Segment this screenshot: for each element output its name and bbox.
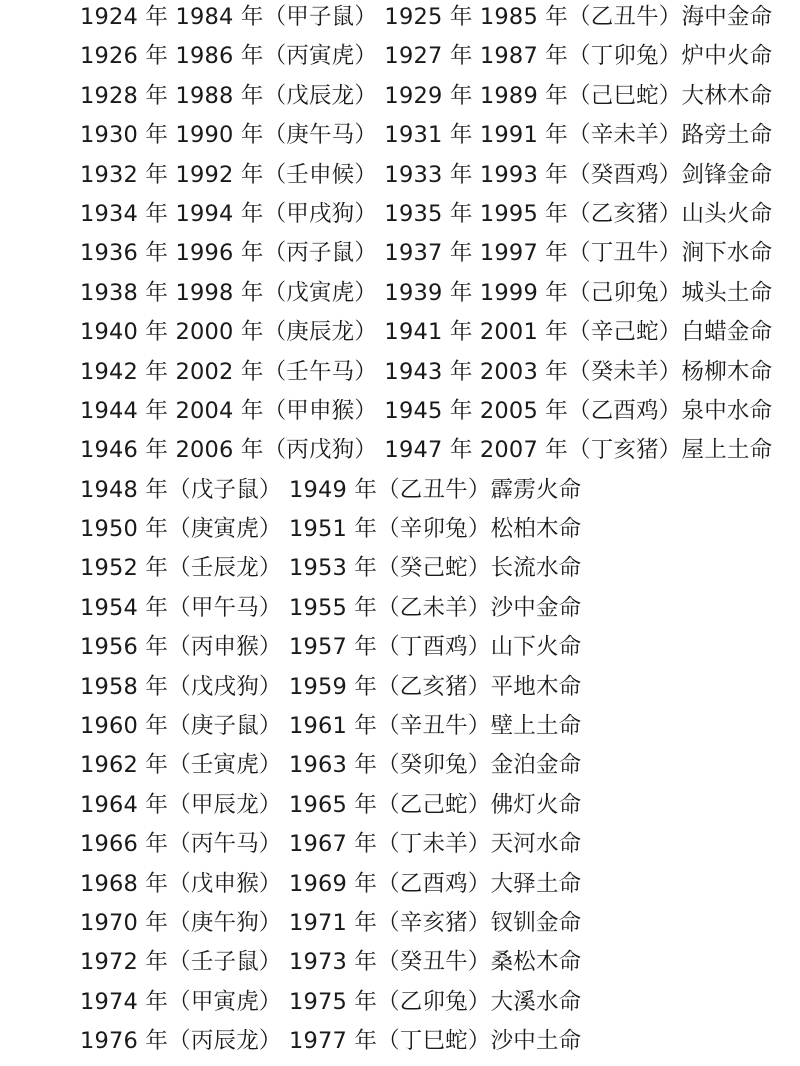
table-row: 1962 年（壬寅虎） 1963 年（癸卯兔）金泊金命 [80,752,582,779]
table-row: 1946 年 2006 年（丙戊狗） 1947 年 2007 年（丁亥猪）屋上土命 [80,437,773,464]
single-year-list [80,471,780,1062]
table-row: 1926 年 1986 年（丙寅虎） 1927 年 1987 年（丁卯兔）炉中火命 [80,43,773,70]
table-row: 1940 年 2000 年（庚辰龙） 1941 年 2001 年（辛己蛇）白蜡金命 [80,319,773,346]
table-row: 1924 年 1984 年（甲子鼠） 1925 年 1985 年（乙丑牛）海中金命 [80,4,773,30]
table-row: 1944 年 2004 年（甲申猴） 1945 年 2005 年（乙酉鸡）泉中水命 [80,397,773,424]
table-row: 1934 年 1994 年（甲戌狗） 1935 年 1995 年（乙亥猪）山头火命 [80,200,773,227]
table-row: 1968 年（戊申猴） 1969 年（乙酉鸡）大驿土命 [80,870,582,897]
table-row: 1932 年 1992 年（壬申候） 1933 年 1993 年（癸酉鸡）剑锋金命 [80,161,773,188]
table-row: 1970 年（庚午狗） 1971 年（辛亥猪）钗钏金命 [80,909,582,936]
table-row: 1974 年（甲寅虎） 1975 年（乙卯兔）大溪水命 [80,988,582,1015]
table-row: 1936 年 1996 年（丙子鼠） 1937 年 1997 年（丁丑牛）涧下水命 [80,240,773,267]
table-row: 1938 年 1998 年（戊寅虎） 1939 年 1999 年（己卯兔）城头土命 [80,279,773,306]
table-row: 1960 年（庚子鼠） 1961 年（辛丑牛）壁上土命 [80,713,582,740]
table-row: 1950 年（庚寅虎） 1951 年（辛卯兔）松柏木命 [80,516,582,543]
table-row: 1928 年 1988 年（戊辰龙） 1929 年 1989 年（己巳蛇）大林木命 [80,82,773,109]
table-row: 1942 年 2002 年（壬午马） 1943 年 2003 年（癸未羊）杨柳木命 [80,358,773,385]
table-row: 1976 年（丙辰龙） 1977 年（丁巳蛇）沙中土命 [80,1028,582,1055]
table-row: 1966 年（丙午马） 1967 年（丁未羊）天河水命 [80,831,582,858]
table-row: 1972 年（壬子鼠） 1973 年（癸丑牛）桑松木命 [80,949,582,976]
table-row: 1954 年（甲午马） 1955 年（乙未羊）沙中金命 [80,594,582,621]
table-row: 1958 年（戊戌狗） 1959 年（乙亥猪）平地木命 [80,673,582,700]
double-year-list [80,0,780,471]
table-row: 1964 年（甲辰龙） 1965 年（乙己蛇）佛灯火命 [80,791,582,818]
table-row: 1952 年（壬辰龙） 1953 年（癸己蛇）长流水命 [80,555,582,582]
table-row: 1930 年 1990 年（庚午马） 1931 年 1991 年（辛未羊）路旁土命 [80,122,773,149]
table-row: 1956 年（丙申猴） 1957 年（丁酉鸡）山下火命 [80,634,582,661]
nayin-year-table [80,0,780,1062]
table-row: 1948 年（戊子鼠） 1949 年（乙丑牛）霹雳火命 [80,476,582,503]
